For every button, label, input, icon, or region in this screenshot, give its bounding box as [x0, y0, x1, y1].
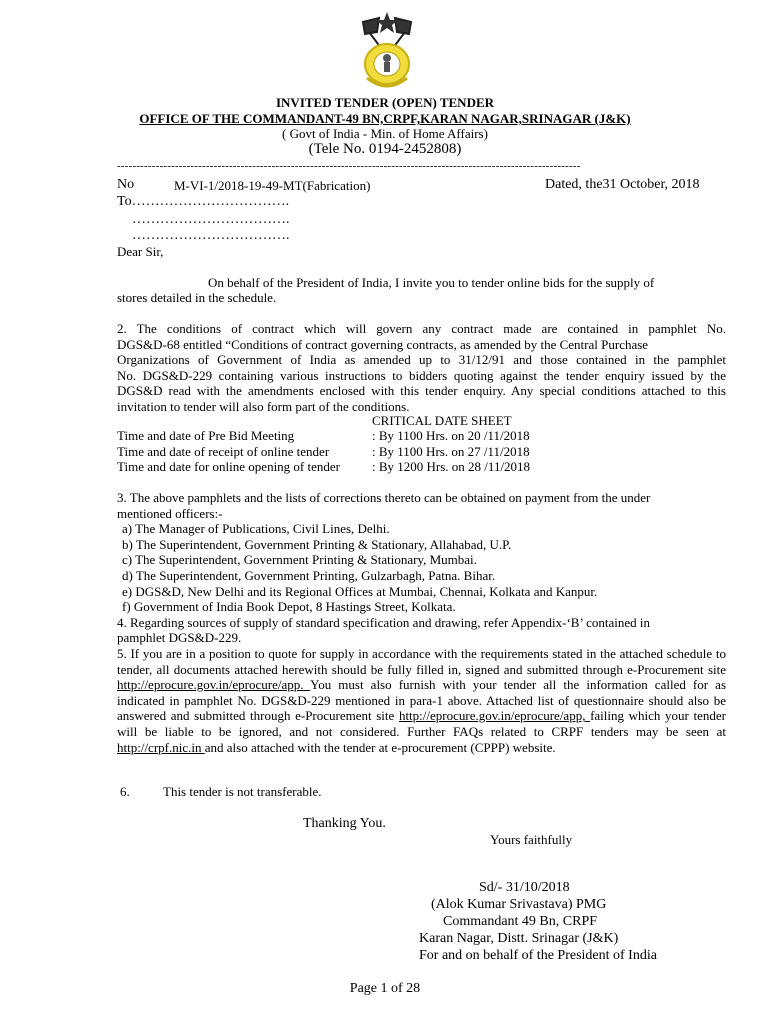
signatory-place: Karan Nagar, Distt. Srinagar (J&K)	[419, 931, 619, 946]
address-line-1: …………………………….	[132, 212, 290, 227]
critical-row-label: Time and date of receipt of online tender	[117, 444, 330, 459]
crpf-link[interactable]: http://crpf.nic.in	[117, 739, 205, 755]
header-divider: ------------------------------------------------------------------------------------------------------------------------	[117, 160, 581, 172]
list-item: b) The Superintendent, Government Printing & Stationary, Allahabad, U.P.	[122, 536, 512, 552]
crpf-emblem-icon	[357, 12, 417, 92]
para-2-rest: No. DGS&D-229 containing various instructions to bidders quoting against the tender enquiry issued by the DGS&D read with the amendments enclosed with this tender enquiry. Any special conditions attached to this invitation to tender will also form part of the conditions.	[117, 367, 726, 414]
office-heading: OFFICE OF THE COMMANDANT-49 BN,CRPF,KARAN NAGAR,SRINAGAR (J&K)	[139, 111, 631, 126]
critical-row-value: : By 1200 Hrs. on 28 /11/2018	[372, 459, 531, 474]
para-2-line-1: 2. The conditions of contract which will govern any contract made are contained in pamphlet No.	[117, 321, 726, 336]
eprocure-link-2[interactable]: http://eprocure.gov.in/eprocure/app,	[398, 708, 591, 724]
document-title: INVITED TENDER (OPEN) TENDER	[275, 95, 495, 110]
list-item: e) DGS&D, New Delhi and its Regional Offices at Mumbai, Chennai, Kolkata and Kanpur.	[122, 583, 598, 599]
para-5-text-3: failing which your tender will be liable to be ignored, and not considered. Further FAQs related to CRPF tenders may be seen at	[117, 708, 726, 739]
list-item: c) The Superintendent, Government Printing & Stationary, Mumbai.	[122, 552, 477, 568]
intro-line-2: stores detailed in the schedule.	[117, 290, 277, 305]
signature-date: Sd/- 31/10/2018	[479, 880, 570, 895]
critical-date-heading: CRITICAL DATE SHEET	[372, 413, 512, 428]
critical-row-label: Time and date of Pre Bid Meeting	[117, 428, 295, 443]
para-5-text-1: 5. If you are in a position to quote for supply in accordance with the requirements stated in the attached schedule to tender, all documents attached herewith should be fully filled in, signed and submitted through e-Procurement site	[117, 646, 726, 677]
eprocure-link[interactable]: http://eprocure.gov.in/eprocure/app.	[117, 677, 311, 693]
list-item: a) The Manager of Publications, Civil Lines, Delhi.	[122, 521, 390, 537]
signatory-name: (Alok Kumar Srivastava) PMG	[431, 897, 607, 912]
para-5-text-4: and also attached with the tender at e-procurement (CPPP) website.	[204, 739, 556, 755]
salutation: Dear Sir,	[117, 244, 164, 259]
para-5-text-2: You must also furnish with your tender all the information called for as indicated in pamphlet No. DGS&D-229 mentioned in para-1 above. Attached list of questionnaire should also be answered and submitted through e-Procurement site	[117, 677, 726, 724]
para-2-line-2: DGS&D-68 entitled “Conditions of contract governing contracts, as amended by the Central Purchase	[117, 336, 649, 352]
para-3	[117, 490, 726, 646]
para-3-line-2: mentioned officers:-	[117, 505, 223, 521]
para-6-number: 6.	[120, 784, 130, 799]
ref-no-label: No	[117, 177, 135, 192]
address-line-2: …………………………….	[132, 228, 290, 243]
to-line: To…………………………….	[117, 194, 290, 209]
signatory-behalf: For and on behalf of the President of India	[419, 948, 657, 963]
tele-line: (Tele No. 0194-2452808)	[308, 141, 462, 157]
list-item: d) The Superintendent, Government Printing, Gulzarbagh, Patna. Bihar.	[122, 567, 496, 583]
ref-date: Dated, the31 October, 2018	[545, 177, 700, 192]
page-number: Page 1 of 28	[349, 981, 421, 996]
govt-line: ( Govt of India - Min. of Home Affairs)	[282, 126, 488, 141]
para-4-line-1: 4. Regarding sources of supply of standard specification and drawing, refer Appendix-‘B’ contained in	[117, 614, 650, 630]
critical-row-value: : By 1100 Hrs. on 20 /11/2018	[372, 428, 530, 443]
yours-faithfully: Yours faithfully	[490, 832, 573, 847]
para-3-line-1: 3. The above pamphlets and the lists of corrections thereto can be obtained on payment from the under	[117, 490, 651, 505]
para-6-text: This tender is not transferable.	[163, 784, 322, 799]
ref-number: M-VI-1/2018-19-49-MT(Fabrication)	[174, 178, 371, 193]
para-2	[117, 321, 726, 415]
critical-row-value: : By 1100 Hrs. on 27 /11/2018	[372, 444, 530, 459]
intro-line-1: On behalf of the President of India, I invite you to tender online bids for the supply of	[208, 275, 655, 290]
para-5	[117, 646, 726, 755]
list-item: f) Government of India Book Depot, 8 Hastings Street, Kolkata.	[122, 599, 456, 615]
para-4-line-2: pamphlet DGS&D-229.	[117, 630, 242, 646]
thanks: Thanking You.	[303, 816, 386, 831]
para-2-line-3: Organizations of Government of India as amended up to 31/12/91 and those contained in the pamphlet	[117, 352, 726, 368]
critical-row-label: Time and date for online opening of tender	[117, 459, 340, 474]
signatory-rank: Commandant 49 Bn, CRPF	[443, 914, 598, 929]
